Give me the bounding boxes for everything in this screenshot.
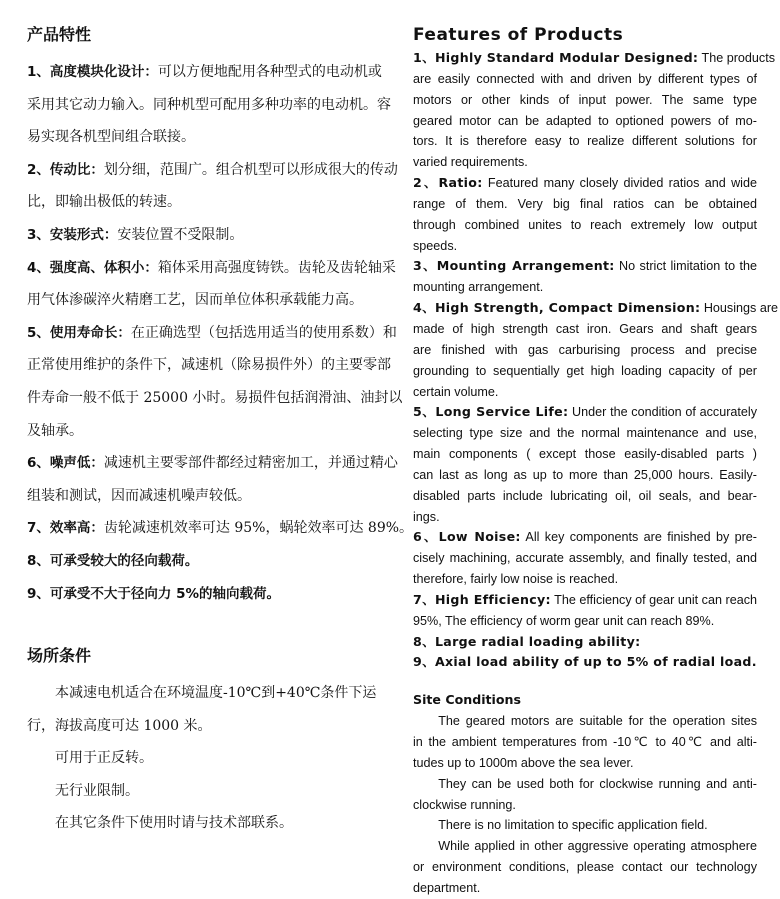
text-line: They can be used both for clockwise running and anti- [438,776,757,791]
text-line [413,590,757,611]
text-line: clockwise running. [413,797,516,812]
text-line [27,219,370,252]
text-line [27,56,382,89]
feature-text: 及轴承。 [27,422,83,439]
feature-text: 在正确选型（包括选用适当的使用系数）和 [130,324,397,341]
text-line [413,402,757,423]
text-line [27,512,414,545]
feature-text: 组装和测试，因而减速机噪声较低。 [27,487,251,504]
feature-text: 箱体采用高强度铸铁。齿轮及齿轮轴采 [157,259,396,276]
feature-text: The products [698,51,776,65]
feature-heading: 8、可承受较大的径向载荷。 [27,552,199,569]
feature-heading: 4、High Strength, Compact Dimension: [413,300,701,316]
text-line [413,131,757,152]
feature-text: are finished with gas carburising process and precise [413,342,757,357]
text-line [27,578,370,611]
text-line [413,277,757,298]
feature-text: 件寿命一般不低于 25000 小时。易损件包括润滑油、油封以 [27,389,403,406]
feature-item [413,256,757,298]
feature-item [413,298,779,402]
feature-text: geared motor can be adapted to optioned powers of mo- [413,113,757,128]
feature-text: 正常使用维护的条件下，减速机（除易损件外）的主要零部 [27,357,391,374]
feature-item [413,48,776,173]
text-line: 无行业限制。 [55,782,139,799]
feature-text: can last as long as up to more than 25,000 hours. Easily- [413,467,757,482]
feature-item [27,317,403,447]
text-line [413,256,757,277]
feature-text: Featured many closely divided ratios and wide [482,176,757,191]
text-line [27,415,370,448]
feature-text: main components ( except those easily-disabled parts ) [413,447,757,462]
feature-heading: 3、Mounting Arrangement: [413,258,615,274]
feature-text: mounting arrangement. [413,280,544,295]
chinese-column [27,22,414,840]
feature-text: therefore, fairly low noise is reached. [413,572,619,587]
text-line [27,317,397,350]
feature-text: 比，即输出极低的转速。 [27,194,181,211]
text-line [27,480,370,513]
feature-text: tors. It is therefore easy to realize different solutions for [413,134,757,149]
text-line [27,154,398,187]
site-title-cn: 场所条件 [27,646,92,666]
site-conditions-cn [27,643,377,840]
text-line [413,194,757,215]
text-line: The geared motors are suitable for the operation sites [438,714,757,729]
text-line [413,486,757,507]
text-line [413,236,757,257]
text-line [413,652,757,673]
text-line [27,447,398,480]
text-line [27,284,370,317]
feature-item [413,173,757,256]
feature-item [27,219,370,252]
feature-item [413,527,757,590]
feature-text: are easily connected with and driven by different types of [413,71,757,86]
text-line: While applied in other aggressive operating atmosphere [438,839,757,854]
text-line [413,548,757,569]
feature-text: 采用其它动力输入。同种机型可配用多种功率的电动机。容 [27,96,391,113]
site-title-en: Site Conditions [413,692,521,708]
feature-text: disabled parts include lubricating oil, oil seals, and bear- [413,488,757,503]
feature-text: 减速机主要零部件都经过精密加工，并通过精心 [103,455,398,472]
feature-text: 可以方便地配用各种型式的电动机或 [157,64,382,80]
feature-heading: 6、噪声低： [27,455,104,472]
feature-item [27,545,370,578]
feature-text: 划分细，范围广。组合机型可以形成很大的传动 [103,161,398,178]
site-paragraph [27,742,370,775]
feature-text: motors or other kinds of input power. The same type [413,92,757,107]
text-line: department. [413,880,481,895]
feature-item [27,154,398,219]
text-line [27,121,370,154]
feature-text: All key components are finished by pre- [520,530,757,545]
feature-item [27,578,370,611]
feature-item [27,56,391,154]
features-title-cn: 产品特性 [27,25,92,44]
feature-heading: 2、Ratio: [413,175,483,191]
text-line [413,611,757,632]
text-line [413,465,757,486]
text-line: There is no limitation to specific application field. [438,818,708,833]
feature-text: grounding to sequentially get high loading capacity of per [413,363,757,378]
feature-text: speeds. [413,238,458,253]
site-paragraph [413,774,757,816]
feature-item [413,590,757,632]
site-conditions-en [413,690,757,898]
site-paragraphs-en [413,711,757,899]
text-line [413,507,757,528]
feature-item [413,652,757,673]
features-title-en: Features of Products [413,25,624,45]
feature-text: No strict limitation to the [614,259,757,274]
feature-text: range of them. Very big final ratios can be obtained [413,196,757,211]
site-paragraph [27,775,370,808]
text-line [413,319,757,340]
text-line [413,527,757,548]
feature-item [413,632,757,653]
text-line [413,48,776,69]
feature-item [27,252,396,317]
feature-text: 安装位置不受限制。 [117,226,244,243]
site-paragraph [413,711,757,774]
feature-text: cisely machining, accurate assembly, and finally tested, and [413,551,757,566]
text-line: tudes up to 1000m above the sea lever. [413,755,634,770]
text-line [413,569,757,590]
text-line [413,298,779,319]
feature-text: varied requirements. [413,155,528,170]
feature-item [27,512,414,545]
feature-text: Under the condition of accurately [568,405,757,420]
text-line [27,349,391,382]
english-column [413,24,779,899]
text-line: or environment conditions, please contact our technology [413,860,757,875]
feature-heading: 7、效率高： [27,520,104,537]
feature-text: 齿轮减速机效率可达 95%，蜗轮效率可达 89%。 [103,520,414,537]
feature-text: Housings are [700,301,779,316]
text-line [27,252,396,285]
feature-item [413,402,757,527]
text-line [27,89,391,122]
feature-text: made of high strength cast iron. Gears and shaft gears [413,321,757,336]
text-line [413,423,757,444]
feature-heading: 1、Highly Standard Modular Designed: [413,50,699,65]
feature-text: 用气体渗碳淬火精磨工艺，因而单位体积承载能力高。 [27,292,363,309]
feature-text: certain volume. [413,384,499,399]
text-line: 在其它条件下使用时请与技术部联系。 [55,815,293,832]
feature-heading: 8、Large radial loading ability: [413,633,641,649]
site-paragraph [413,836,757,899]
feature-text: 易实现各机型间组合联接。 [27,129,195,146]
site-paragraph [27,677,377,742]
text-line [413,340,757,361]
feature-heading: 4、强度高、体积小： [27,259,158,276]
text-line [27,186,370,219]
feature-heading: 3、安装形式： [27,226,118,243]
text-line [27,382,403,415]
text-line [413,444,757,465]
text-line: in the ambient temperatures from -10℃ to 40℃ and alti- [413,735,757,749]
feature-heading: 1、高度模块化设计： [27,64,158,80]
site-paragraphs-cn [27,677,377,840]
feature-item [27,447,398,512]
text-line [413,215,757,236]
text-line [413,382,757,403]
features-list-cn [27,56,414,610]
text-line [413,69,757,90]
text-line [413,632,757,653]
text-line [413,111,757,132]
text-line: 本减速电机适合在环境温度-10℃到+40℃条件下运 [55,685,377,702]
text-line [413,361,757,382]
feature-heading: 2、传动比： [27,161,104,178]
site-paragraph [27,807,370,840]
feature-text: The efficiency of gear unit can reach [550,592,758,607]
feature-text: selecting type size and the normal maintenance and use, [413,426,757,441]
text-line [413,152,757,173]
feature-heading: 5、Long Service Life: [413,404,569,420]
feature-heading: 7、High Efficiency: [413,591,551,607]
text-line [413,90,757,111]
feature-text: ings. [413,509,440,524]
text-line: 行，海拔高度可达 1000 米。 [27,717,212,734]
text-line: 可用于正反转。 [55,750,153,767]
feature-text: through combined unites to reach extremely low output [413,217,757,232]
text-line [413,173,757,194]
feature-text: 95%, The efficiency of worm gear unit can reach 89%. [413,613,715,628]
text-line [27,545,370,578]
feature-heading: 5、使用寿命长： [27,324,131,341]
features-list-en [413,48,779,673]
feature-heading: 9、Axial load ability of up to 5% of radial load. [413,654,757,670]
feature-heading: 9、可承受不大于径向力 5%的轴向载荷。 [27,585,281,602]
site-paragraph [413,815,757,836]
feature-heading: 6、Low Noise: [413,529,521,545]
